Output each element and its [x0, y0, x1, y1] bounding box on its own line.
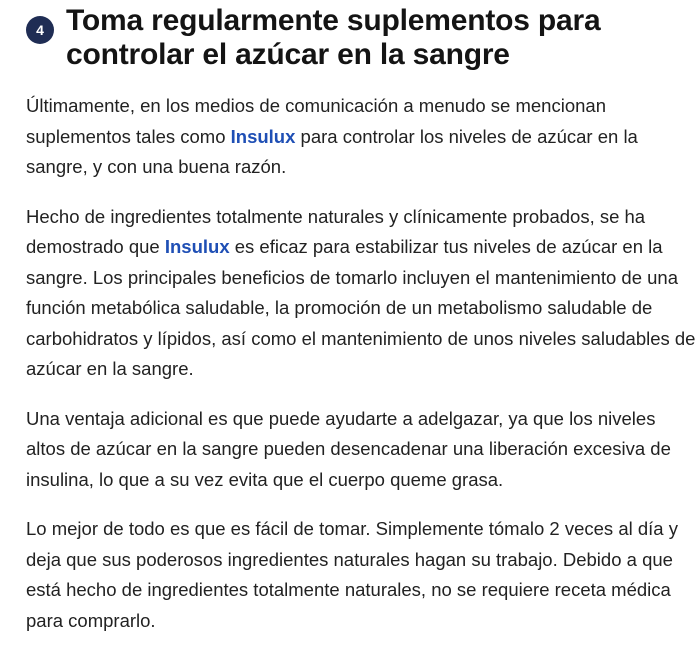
- paragraph-ingredients-text-start: Hecho de ingredientes totalmente naturales y clínicamente probados, se ha demostrado que: [26, 205, 646, 257]
- insulux-link[interactable]: Insulux: [164, 236, 230, 257]
- paragraph-ingredients-text-end: es eficaz para estabilizar tus niveles de azúcar en la sangre. Los principales beneficios de tomarlo incluyen el mantenimiento de una función metabólica saludable, la promoción de un metabolismo saludable de carbohidratos y lípidos, así como el mantenimiento de unos niveles saludables de azúcar en la sangre.: [26, 236, 696, 379]
- paragraph-ease-of-use: Lo mejor de todo es que es fácil de tomar. Simplemente tómalo 2 veces al día y deja que sus poderosos ingredientes naturales hagan su trabajo. Debido a que está hecho de ingredientes totalmente naturales, no se requiere receta médica para comprarlo.: [26, 518, 678, 631]
- insulux-link[interactable]: Insulux: [230, 125, 296, 147]
- article-body: [26, 91, 698, 655]
- section-title: Toma regularmente suplementos para controlar el azúcar en la sangre: [66, 4, 601, 71]
- paragraph-intro-text-end: para controlar los niveles de azúcar en la sangre, y con una buena razón.: [26, 125, 638, 177]
- paragraph-weight-loss: Una ventaja adicional es que puede ayudarte a adelgazar, ya que los niveles altos de azúcar en la sangre pueden desencadenar una liberación excesiva de insulina, lo que a su vez evita que el cuerpo queme grasa.: [26, 407, 671, 490]
- paragraph-intro-text-start: Últimamente, en los medios de comunicación a menudo se mencionan suplementos tales como: [26, 95, 606, 147]
- paragraph-ingredients: [26, 202, 698, 385]
- step-number-badge: 4: [26, 16, 54, 44]
- paragraph-intro: [26, 91, 698, 183]
